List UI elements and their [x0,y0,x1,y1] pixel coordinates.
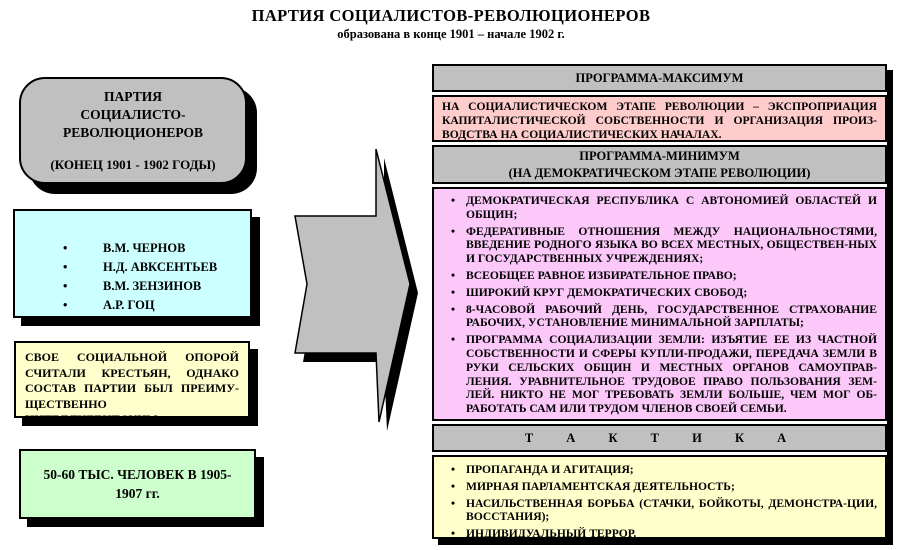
membership-box [19,449,256,519]
bullet-icon [440,194,466,208]
list-item [61,298,240,313]
leader-name: В.М. ЧЕРНОВ [103,241,186,255]
tactics-box [432,455,887,539]
tactics-item: НАСИЛЬСТВЕННАЯ БОРЬБА (СТАЧКИ, БОЙКОТЫ, ДЕМОНСТРА-ЦИИ, ВОССТАНИЯ); [466,496,877,524]
list-item [440,269,877,283]
program-maximum-box: НА СОЦИАЛИСТИЧЕСКОМ ЭТАПЕ РЕВОЛЮЦИИ – ЭКСПРОПРИАЦИЯ КАПИТАЛИСТИЧЕСКОЙ СОБСТВЕННОСТИ И ОРГАНИЗАЦИЯ ПРОИЗ-ВОДСТВА НА СОЦИАЛИСТИЧЕСКИХ НАЧАЛАХ. [432,95,887,142]
list-item [440,333,877,416]
program-minimum-header-line1: ПРОГРАММА-МИНИМУМ [579,148,740,163]
list-item [61,241,240,256]
bullet-icon [61,279,103,294]
party-name: ПАРТИЯ СОЦИАЛИСТО-РЕВОЛЮЦИОНЕРОВ [62,88,204,140]
leader-name: А.Р. ГОЦ [103,298,155,312]
program-item: ШИРОКИЙ КРУГ ДЕМОКРАТИЧЕСКИХ СВОБОД; [466,285,748,299]
leader-name: Н.Д. АВКСЕНТЬЕВ [103,260,218,274]
bullet-icon [440,286,466,300]
list-item [61,260,240,275]
tactics-item: МИРНАЯ ПАРЛАМЕНТСКАЯ ДЕЯТЕЛЬНОСТЬ; [466,479,735,493]
bullet-icon [440,303,466,317]
bullet-icon [440,333,466,347]
party-period: (КОНЕЦ 1901 - 1902 ГОДЫ) [50,156,216,172]
list-item [440,194,877,222]
program-item: ПРОГРАММА СОЦИАЛИЗАЦИИ ЗЕМЛИ: ИЗЪЯТИЕ ЕЕ ИЗ ЧАСТНОЙ СОБСТВЕННОСТИ И СФЕРЫ КУПЛИ-ПРОДАЖИ, ПЕРЕДАЧА ЗЕМЛИ В РУКИ СЕЛЬСКИХ ОБЩИН И МЕСТНЫХ ОРГАНОВ САМОУПРАВ-ЛЕНИЯ. УРАВНИТЕЛЬНОЕ ТРУДОВОЕ ПРАВО ПОЛЬЗОВАНИЯ ЗЕМ-ЛЕЙ. НИКТО НЕ МОГ ТРЕБОВАТЬ ЗЕМЛИ БОЛЬШЕ, ЧЕМ МОГ ОБ-РАБОТАТЬ САМ ИЛИ ТРУДОМ ЧЛЕНОВ СВОЕЙ СЕМЬИ. [466,333,877,416]
bullet-icon [440,269,466,283]
list-item [440,303,877,331]
flow-arrow-icon [288,141,424,439]
tactics-header: Т А К Т И К А [432,424,887,452]
list-item [440,497,877,525]
page-title: ПАРТИЯ СОЦИАЛИСТОВ-РЕВОЛЮЦИОНЕРОВ [251,6,651,25]
membership-text: 50-60 ТЫС. ЧЕЛОВЕК В 1905-1907 гг. [43,467,232,501]
page-subtitle: образована в конце 1901 – начале 1902 г. [337,27,565,41]
bullet-icon [61,298,103,313]
party-name-box [19,77,247,184]
leaders-box [13,209,252,318]
list-item [440,286,877,300]
bullet-icon [440,497,466,511]
program-minimum-header-line2: (НА ДЕМОКРАТИЧЕСКОМ ЭТАПЕ РЕВОЛЮЦИИ) [508,165,811,180]
program-item: ДЕМОКРАТИЧЕСКАЯ РЕСПУБЛИКА С АВТОНОМИЕЙ ОБЛАСТЕЙ И ОБЩИН; [466,194,877,221]
program-panel [432,64,887,539]
program-item: ВСЕОБЩЕЕ РАВНОЕ ИЗБИРАТЕЛЬНОЕ ПРАВО; [466,268,737,282]
leader-name: В.М. ЗЕНЗИНОВ [103,279,202,293]
bullet-icon [440,480,466,494]
list-item [440,225,877,266]
program-minimum-box [432,187,887,421]
list-item [440,480,877,494]
bullet-icon [440,225,466,239]
list-item [440,527,877,541]
list-item [61,279,240,294]
bullet-icon [61,241,103,256]
bullet-icon [61,260,103,275]
bullet-icon [440,527,466,541]
program-item: ФЕДЕРАТИВНЫЕ ОТНОШЕНИЯ МЕЖДУ НАЦИОНАЛЬНОСТЯМИ, ВВЕДЕНИЕ РОДНОГО ЯЗЫКА ВО ВСЕХ МЕСТНЫХ, ОБЩЕСТВЕН-НЫХ И ГОСУДАРСТВЕННЫХ УЧРЕЖДЕНИЯХ; [466,224,877,266]
program-minimum-header [432,145,887,184]
list-item [440,463,877,477]
program-item: 8-ЧАСОВОЙ РАБОЧИЙ ДЕНЬ, ГОСУДАРСТВЕННОЕ СТРАХОВАНИЕ РАБОЧИХ, УСТАНОВЛЕНИЕ МИНИМАЛЬНОЙ ЗАРПЛАТЫ; [466,302,877,330]
tactics-item: ИНДИВИДУАЛЬНЫЙ ТЕРРОР. [466,527,637,541]
social-base-box: СВОЕ СОЦИАЛЬНОЙ ОПОРОЙ СЧИТАЛИ КРЕСТЬЯН, ОДНАКО СОСТАВ ПАРТИИ БЫЛ ПРЕИМУ-ЩЕСТВЕННО ИНТЕЛЛИГЕНТСКИМ [14,341,250,418]
tactics-item: ПРОПАГАНДА И АГИТАЦИЯ; [466,463,634,476]
program-maximum-header: ПРОГРАММА-МАКСИМУМ [432,64,887,92]
bullet-icon [440,463,466,477]
